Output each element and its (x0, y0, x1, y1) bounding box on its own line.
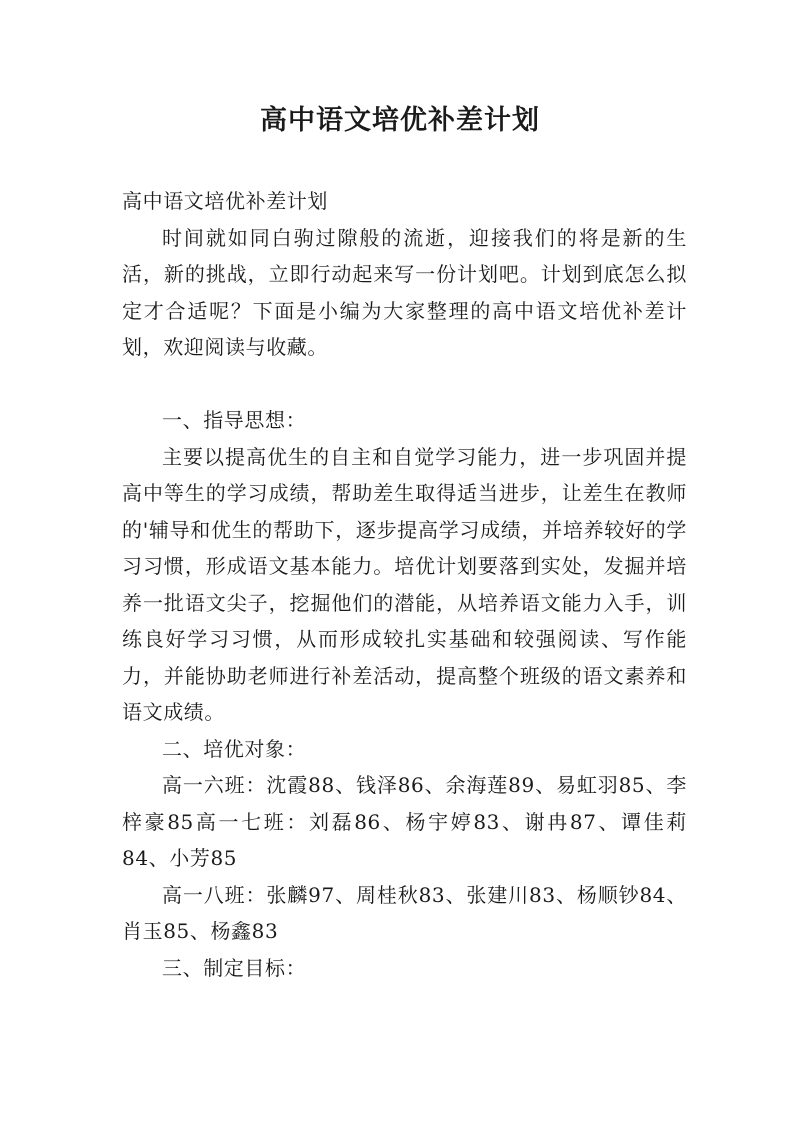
blank-line (122, 366, 687, 403)
document-subtitle: 高中语文培优补差计划 (122, 189, 328, 213)
students-class8-paragraph: 高一八班：张麟97、周桂秋83、张建川83、杨顺钞84、肖玉85、杨鑫83 (122, 882, 687, 943)
section-heading-targets: 二、培优对象： (162, 736, 307, 761)
section-heading-goals: 三、制定目标： (162, 955, 307, 980)
document-title: 高中语文培优补差计划 (260, 105, 540, 136)
document-body (122, 183, 687, 986)
students-class6-7-paragraph: 高一六班：沈霞88、钱泽86、余海莲89、易虹羽85、李梓豪85高一七班：刘磊86、杨宇婷83、谢冉87、谭佳莉84、小芳85 (122, 773, 687, 870)
guiding-paragraph: 主要以提高优生的自主和自觉学习能力，进一步巩固并提高中等生的学习成绩，帮助差生取得适当进步，让差生在教师的'辅导和优生的帮助下，逐步提高学习成绩，并培养较好的学习习惯，形成语文基本能力。培优计划要落到实处，发掘并培养一批语文尖子，挖掘他们的潜能，从培养语文能力入手，训练良好学习习惯，从而形成较扎实基础和较强阅读、写作能力，并能协助老师进行补差活动，提高整个班级的语文素养和语文成绩。 (122, 444, 687, 724)
section-heading-guiding: 一、指导思想： (162, 408, 307, 432)
intro-paragraph: 时间就如同白驹过隙般的流逝，迎接我们的将是新的生活，新的挑战，立即行动起来写一份计划吧。计划到底怎么拟定才合适呢？下面是小编为大家整理的高中语文培优补差计划，欢迎阅读与收藏。 (122, 225, 687, 359)
